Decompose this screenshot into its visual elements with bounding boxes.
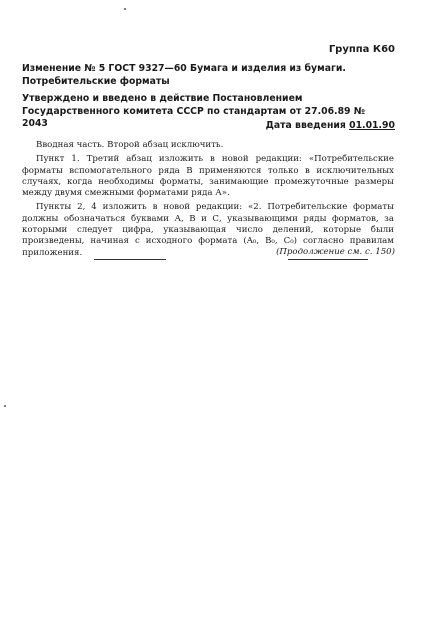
paragraph-items-2-4: Пункты 2, 4 изложить в новой редакции: «2. Потребительские форматы должны обозначаться буквами А, В и С, указывающими ряды форматов, за которыми следует цифра, указывающая число делений, которые были произведены, начиная с исходного формата (A₀, B₀, C₀) согласно правилам приложения.	[22, 202, 394, 258]
divider-right	[288, 259, 368, 260]
amendment-body	[22, 140, 394, 262]
group-code: Группа К60	[328, 44, 395, 55]
scan-speck	[124, 8, 126, 10]
effective-date-value: 01.01.90	[349, 120, 395, 131]
divider-left	[94, 259, 166, 260]
continuation-note: (Продолжение см. с. 150)	[276, 247, 395, 257]
approval-statement: Утверждено и введено в действие Постановлением Государственного комитета СССР по стандартам от 27.06.89 № 2043	[22, 93, 365, 129]
paragraph-intro: Вводная часть. Второй абзац исключить.	[36, 140, 224, 150]
scan-speck	[4, 405, 6, 407]
amendment-title: Изменение № 5 ГОСТ 9327—60 Бумага и изделия из бумаги. Потребительские форматы	[22, 63, 346, 87]
effective-date	[266, 120, 395, 131]
paragraph-item-1: Пункт 1. Третий абзац изложить в новой редакции: «Потребительские форматы вспомогательного ряда В применяются только в исключительных случаях, когда необходимы форматы, занимающие промежуточные размеры между двумя смежными форматами ряда А».	[22, 154, 394, 199]
effective-date-label: Дата введения	[265, 120, 346, 131]
